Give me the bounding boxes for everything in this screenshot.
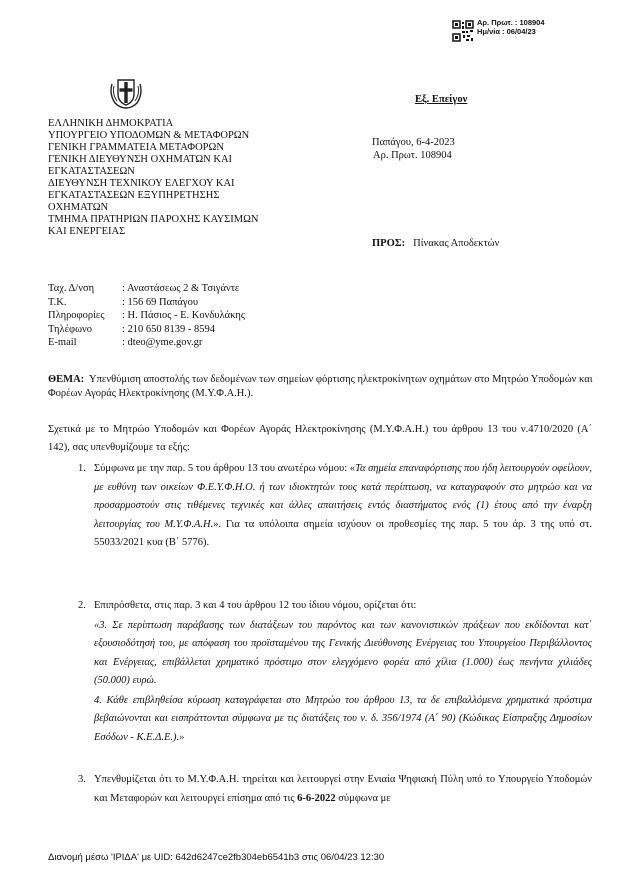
sender-line: ΓΕΝΙΚΗ ΔΙΕΥΘΥΝΣΗ ΟΧΗΜΑΤΩΝ ΚΑΙ (48, 154, 233, 165)
recipient-block (372, 238, 499, 249)
sender-line: ΓΕΝΙΚΗ ΓΡΑΜΜΑΤΕΙΑ ΜΕΤΑΦΟΡΩΝ (48, 142, 224, 153)
list-item (78, 771, 592, 808)
contact-row (48, 336, 245, 350)
contact-label: Πληροφορίες (48, 310, 105, 321)
to-value: Πίνακας Αποδεκτών (413, 238, 500, 249)
item-quote: 4. Κάθε επιβληθείσα κύρωση καταγράφεται στο Μητρώο του άρθρου 13, τα δε επιβαλλόμενα χρηματικά πρόστιμα βεβαιώνονται και εισπράττονται σύμφωνα με τις διατάξεις του ν. δ. 356/1974 (Α΄ 90) (Κώδικας Είσπραξης Δημοσίων Εσόδων - Κ.Ε.Δ.Ε.).» (94, 694, 592, 743)
sender-line: ΥΠΟΥΡΓΕΙΟ ΥΠΟΔΟΜΩΝ & ΜΕΤΑΦΟΡΩΝ (48, 130, 250, 141)
contact-value: : Η. Πάσιος - Ε. Κονδυλάκης (122, 310, 246, 321)
contact-row (48, 309, 245, 323)
to-label: ΠΡΟΣ: (372, 238, 406, 249)
contact-label: Τηλέφωνο (48, 323, 92, 335)
item-text: Υπενθυμίζεται ότι το Μ.Υ.Φ.Α.Η. τηρείται και λειτουργεί στην Ενιαία Ψηφιακή Πύλη υπό το Υπουργείο Υποδομών και Μεταφορών και λειτουργεί επίσημα από τις (94, 774, 592, 804)
list-item (78, 460, 592, 553)
subject-text: Υπενθύμιση αποστολής των δεδομένων των σημείων φόρτισης ηλεκτροκίνητων οχημάτων στο Μητρώο Υποδομών και Φορέων Αγοράς Ηλεκτροκίνησης (Μ.Υ.Φ.Α.Η.). (48, 374, 593, 399)
subject-label: ΘΕΜΑ: (48, 374, 85, 385)
document-date: Παπάγου, 6-4-2023 (372, 137, 455, 148)
contact-row (48, 282, 245, 296)
sender-line: ΤΜΗΜΑ ΠΡΑΤΗΡΙΩΝ ΠΑΡΟΧΗΣ ΚΑΥΣΙΜΩΝ (48, 214, 259, 225)
item-number: 1. (78, 463, 86, 474)
contact-label: Ταχ. Δ/νση (48, 283, 95, 294)
stamp-date: Ημ/νία : 06/04/23 (477, 27, 536, 36)
item-text: σύμφωνα με (335, 792, 391, 804)
item-bold-date: 6-6-2022 (297, 792, 336, 804)
sender-line: ΕΓΚΑΤΑΣΤΑΣΕΩΝ (48, 166, 135, 177)
urgency-label: Εξ. Επείγον (415, 94, 468, 105)
sender-line: ΕΛΛΗΝΙΚΗ ΔΗΜΟΚΡΑΤΙΑ (48, 118, 174, 129)
sender-line: ΕΓΚΑΤΑΣΤΑΣΕΩΝ ΕΞΥΠΗΡΕΤΗΣΗΣ (48, 190, 220, 201)
contact-label: Τ.Κ. (48, 296, 67, 308)
contact-value: : 156 69 Παπάγου (122, 296, 199, 308)
stamp-prot: Αρ. Πρωτ. : 108904 (477, 18, 545, 27)
sender-line: ΚΑΙ ΕΝΕΡΓΕΙΑΣ (48, 226, 126, 237)
subject-block (48, 373, 596, 401)
sender-line: ΟΧΗΜΑΤΩΝ (48, 202, 109, 213)
distribution-footer: Διανομή μέσω 'ΙΡΙΔΑ' με UID: 642d6247ce2fb304eb6541b3 στις 06/04/23 12:30 (48, 852, 385, 863)
protocol-number: Αρ. Πρωτ. 108904 (373, 150, 452, 161)
contact-block (48, 282, 245, 350)
item-quote: Τα σημεία επαναφόρτισης που ήδη λειτουργούν οφείλουν, με ευθύνη των οικείων Φ.Ε.Υ.Φ.Η.Ο. ή των ιδιοκτητών τους κατά περίπτωση, να καταγραφούν στο μητρώο και να προσαρμοστούν στις τιθέμενες τεχνικές και άλλες απαιτήσεις εντός διαστήματος ενός (1) έτους από την έναρξη λειτουργίας του Μ.Υ.Φ.Α.Η. (94, 463, 592, 530)
contact-value: : Αναστάσεως 2 & Τσιγάντε (122, 283, 240, 294)
contact-row (48, 296, 245, 310)
contact-value: : 210 650 8139 - 8594 (122, 323, 216, 335)
item-text: Σύμφωνα με την παρ. 5 του άρθρου 13 του ανωτέρω νόμου: « (94, 463, 356, 474)
list-item (78, 597, 592, 747)
protocol-stamp (477, 18, 545, 36)
sender-line: ΔΙΕΥΘΥΝΣΗ ΤΕΧΝΙΚΟΥ ΕΛΕΓΧΟΥ ΚΑΙ (48, 178, 235, 189)
intro-paragraph: Σχετικά με το Μητρώο Υποδομών και Φορέων Αγοράς Ηλεκτροκίνησης (Μ.Υ.Φ.Α.Η.) του άρθρου 13 του ν.4710/2020 (Α΄ 142), σας υπενθυμίζουμε τα εξής: (48, 424, 592, 453)
contact-label: E-mail (48, 337, 77, 348)
qr-code-icon (452, 20, 474, 42)
item-text: Επιπρόσθετα, στις παρ. 3 και 4 του άρθρου 12 του ίδιου νόμου, ορίζεται ότι: (94, 600, 417, 611)
item-quote: «3. Σε περίπτωση παράβασης των διατάξεων του παρόντος και των κανονιστικών πράξεων που εκδίδονται κατ΄ εξουσιοδότησή του, με απόφαση του προϊσταμένου της Γενικής Διεύθυνσης Ενέργειας του Υπουργείου Περιβάλλοντος και Ενέργειας, επιβάλλεται χρηματικό πρόστιμο στον ελεγχόμενο φορέα από χίλια (1.000) έως πενήντα χιλιάδες (50.000) ευρώ. (94, 619, 592, 686)
contact-row (48, 323, 245, 337)
item-text: ». Για τα υπόλοιπα σημεία ισχύουν οι προθεσμίες της παρ. 5 του άρ. 3 της υπό στ. 55033/2021 κυα (Β΄ 5776). (94, 518, 592, 548)
sender-block (48, 118, 348, 238)
greek-emblem-icon (108, 74, 144, 110)
item-number: 3. (78, 774, 86, 785)
date-block (372, 136, 455, 162)
item-number: 2. (78, 600, 86, 611)
contact-email: : dteo@yme.gov.gr (122, 337, 203, 348)
